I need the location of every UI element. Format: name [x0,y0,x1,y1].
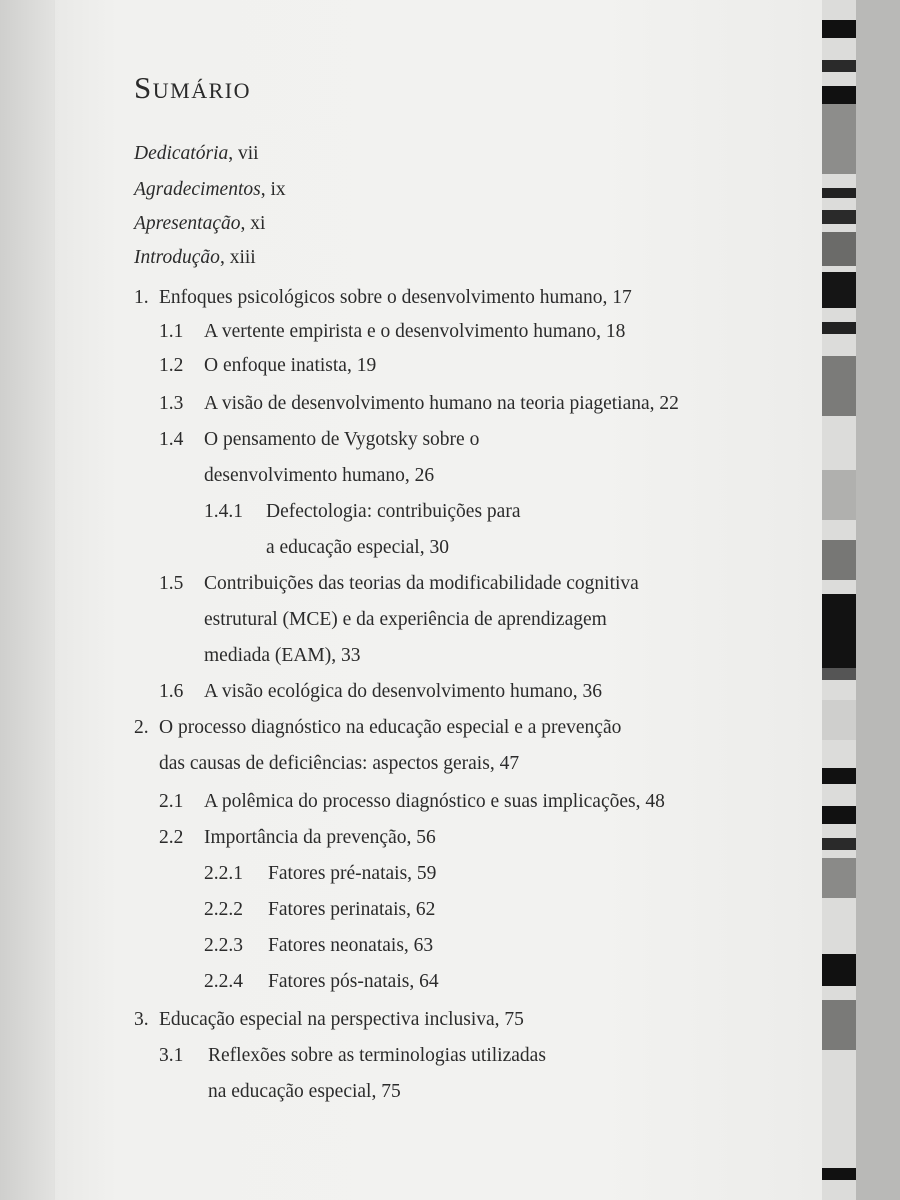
toc-chapter-2-title-line1: O processo diagnóstico na educação especial e a prevenção [159,717,622,738]
toc-subsection-1-4-1-title-line1: Defectologia: contribuições para [266,501,521,522]
entry-title: Apresentação [134,213,241,234]
toc-section-3-1-title-line2: na educação especial, 75 [208,1081,401,1102]
toc-section-1-4-number: 1.4 [159,429,184,450]
toc-entry-apresentacao [134,212,265,236]
toc-subsection-2-2-3-title: Fatores neonatais, 63 [268,935,434,956]
entry-page: , xi [240,213,266,234]
entry-title: Agradecimentos [134,179,261,200]
toc-section-1-5-title-line2: estrutural (MCE) e da experiência de aprendizagem [204,609,607,630]
toc-subsection-2-2-2-title: Fatores perinatais, 62 [268,899,436,920]
background-right [856,0,900,1200]
toc-subsection-2-2-4-number: 2.2.4 [204,971,243,992]
toc-chapter-1-title: Enfoques psicológicos sobre o desenvolvimento humano, 17 [159,287,632,308]
toc-section-1-2-number: 1.2 [159,355,184,376]
entry-page: , ix [260,179,286,200]
toc-section-1-4-title-line2: desenvolvimento humano, 26 [204,465,435,486]
page-edge-tabs [822,0,856,1200]
entry-title: Dedicatória [134,143,229,164]
toc-section-1-3-number: 1.3 [159,393,184,414]
toc-section-1-1-title: A vertente empirista e o desenvolvimento humano, 18 [204,321,626,342]
toc-chapter-2-number: 2. [134,717,149,738]
toc-chapter-1-number: 1. [134,287,149,308]
toc-chapter-3-title: Educação especial na perspectiva inclusiva, 75 [159,1009,524,1030]
toc-subsection-1-4-1-title-line2: a educação especial, 30 [266,537,449,558]
entry-page: , vii [228,143,259,164]
toc-subsection-2-2-3-number: 2.2.3 [204,935,243,956]
toc-section-3-1-number: 3.1 [159,1045,184,1066]
toc-entry-dedicatoria [134,142,259,166]
toc-section-2-1-number: 2.1 [159,791,184,812]
page-title: Sumário [134,70,251,105]
toc-chapter-3-number: 3. [134,1009,149,1030]
toc-subsection-1-4-1-number: 1.4.1 [204,501,243,522]
toc-subsection-2-2-2-number: 2.2.2 [204,899,243,920]
toc-section-1-1-number: 1.1 [159,321,184,342]
toc-section-1-6-title: A visão ecológica do desenvolvimento humano, 36 [204,681,603,702]
toc-section-1-6-number: 1.6 [159,681,184,702]
entry-page: , xiii [219,247,256,268]
toc-entry-introducao [134,246,256,270]
toc-section-1-4-title-line1: O pensamento de Vygotsky sobre o [204,429,480,450]
toc-subsection-2-2-4-title: Fatores pós-natais, 64 [268,971,439,992]
toc-subsection-2-2-1-title: Fatores pré-natais, 59 [268,863,437,884]
toc-chapter-2-title-line2: das causas de deficiências: aspectos gerais, 47 [159,753,520,774]
toc-section-1-2-title: O enfoque inatista, 19 [204,355,377,376]
entry-title: Introdução [134,247,220,268]
toc-section-2-2-title: Importância da prevenção, 56 [204,827,436,848]
toc-entry-agradecimentos [134,178,286,202]
toc-section-1-5-title-line3: mediada (EAM), 33 [204,645,361,666]
toc-section-3-1-title-line1: Reflexões sobre as terminologias utilizadas [208,1045,546,1066]
toc-section-2-1-title: A polêmica do processo diagnóstico e suas implicações, 48 [204,791,665,812]
toc-section-1-5-title-line1: Contribuições das teorias da modificabilidade cognitiva [204,573,639,594]
toc-subsection-2-2-1-number: 2.2.1 [204,863,243,884]
toc-section-1-3-title: A visão de desenvolvimento humano na teoria piagetiana, 22 [204,393,679,414]
toc-section-2-2-number: 2.2 [159,827,184,848]
toc-section-1-5-number: 1.5 [159,573,184,594]
